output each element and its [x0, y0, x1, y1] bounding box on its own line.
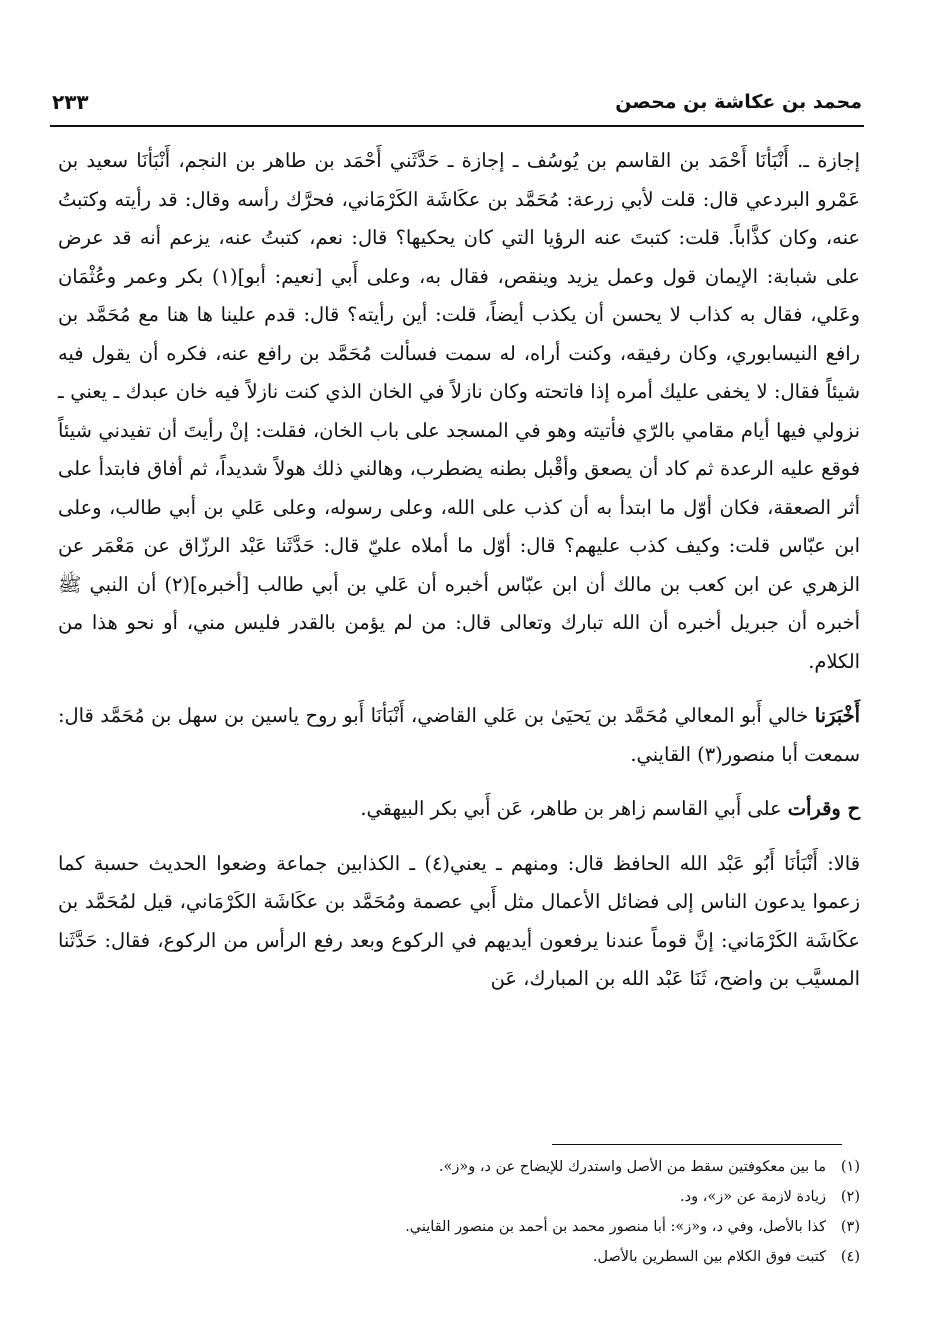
header-rule: [50, 125, 864, 127]
page-number: ٢٣٣: [52, 90, 89, 114]
footnotes: [58, 1152, 860, 1272]
paragraph-3: [58, 790, 860, 829]
paragraph-3-lead: ح وقرأت: [787, 797, 860, 820]
footnote-3: [58, 1212, 860, 1242]
paragraph-2: [58, 697, 860, 774]
footnote-1: [58, 1152, 860, 1182]
footnote-text: زيادة لازمة عن «ز»، ود.: [680, 1189, 826, 1205]
footnote-text: ما بين معكوفتين سقط من الأصل واستدرك للإيضاح عن د، و«ز».: [438, 1159, 826, 1175]
main-text: [58, 142, 860, 999]
paragraph-1: إجازة ـ. أَنْبَأنَا أَحْمَد بن القاسم بن يُوسُف ـ إجازة ـ حَدَّثَني أَحْمَد بن طاهر بن النجم، أَنْبَأنَا سعيد بن عَمْرو البردعي قال: قلت لأبي زرعة: مُحَمَّد بن عكَاشَة الكَرْمَاني، فحرَّك رأسه وقال: قد رأيته وكتبتُ عنه، وكان كذَّاباً. قلت: كتبتَ عنه الرؤيا التي كان يحكيها؟ قال: نعم، كتبتُ عنه، يزعم أنه قد عرض على شبابة: الإيمان قول وعمل يزيد وينقص، فقال به، وعلى أَبي [نعيم: أبو](١) بكر وعمر وعُثْمَان وعَلي، فقال به كذاب لا يحسن أن يكذب أيضاً، قلت: أين رأيته؟ قال: قدم علينا ها هنا مع مُحَمَّد بن رافع النيسابوري، وكان رفيقه، وكنت أراه، له سمت فسألت مُحَمَّد بن رافع عنه، فكره أن يقول فيه شيئاً فقال: لا يخفى عليك أمره إذا فاتحته وكان نازلاً في الخان الذي كنت نازلاً فيه خان عبدك ـ يعني ـ نزولي فيها أيام مقامي بالرّي فأتيته وهو في المسجد على باب الخان، فقلت: إنْ رأيتَ أن تفيدني شيئاً فوقع عليه الرعدة ثم كاد أن يصعق وأقْبل بطنه يضطرب، وهالني ذلك هولاً شديداً، ثم أفاق فابتدأ على أثر الصعقة، فكان أوّل ما ابتدأ به أن كذب على الله، وعلى رسوله، وعلى عَلي بن أبي طالب، وعلى ابن عبّاس قلت: وكيف كذب عليهم؟ قال: أوّل ما أملاه عليّ قال: حَدَّثَنا عَبْد الرزّاق عن مَعْمَر عن الزهري عن ابن كعب بن مالك أن ابن عبّاس أخبره أن عَلي بن أبي طالب [أخبره](٢) أن النبي ﷺ أخبره أن جبريل أخبره أن الله تبارك وتعالى قال: من لم يؤمن بالقدر فليس مني، أو نحو هذا من الكلام.: [58, 149, 860, 673]
footnote-number: (١): [840, 1159, 860, 1175]
page-header: [52, 82, 862, 122]
running-head: محمد بن عكاشة بن محصن: [615, 91, 862, 113]
paragraph-2-lead: أَخْبَرَنا: [814, 704, 860, 727]
paragraph-3-text: على أَبي القاسم زاهر بن طاهر، عَن أَبي بكر البيهقي.: [360, 797, 788, 820]
paragraph-4: قالا: أَنْبَأنَا أَبُو عَبْد الله الحافظ قال: ومنهم ـ يعني(٤) ـ الكذابين جماعة وضعوا الحديث حسبة كما زعموا يدعون الناس إلى فضائل الأعمال مثل أَبي عصمة ومُحَمَّد بن عكَاشَة الكَرْمَاني، قيل لمُحَمَّد بن عكَاشَة الكَرْمَاني: إنَّ قوماً عندنا يرفعون أيديهم في الركوع وبعد رفع الرأس من الركوع، فقال: حَدَّثَنا المسيَّب بن واضح، ثَنَا عَبْد الله بن المبارك، عَن: [58, 851, 860, 990]
footnote-number: (٤): [840, 1249, 860, 1265]
footnote-text: كتبت فوق الكلام بين السطرين بالأصل.: [592, 1249, 826, 1265]
footnote-number: (٢): [840, 1189, 860, 1205]
footnote-number: (٣): [840, 1219, 860, 1235]
paragraph-2-text: خالي أَبو المعالي مُحَمَّد بن يَحيَىٰ بن عَلي القاضي، أَنْبَأنَا أَبو روح ياسين بن سهل بن مُحَمَّد قال: سمعت أبا منصور(٣) القايني.: [58, 704, 860, 766]
footnote-text: كذا بالأصل، وفي د، و«ز»: أبا منصور محمد بن أحمد بن منصور القايني.: [405, 1219, 826, 1235]
footnote-rule: [552, 1144, 842, 1145]
footnote-4: [58, 1242, 860, 1272]
footnote-2: [58, 1182, 860, 1212]
